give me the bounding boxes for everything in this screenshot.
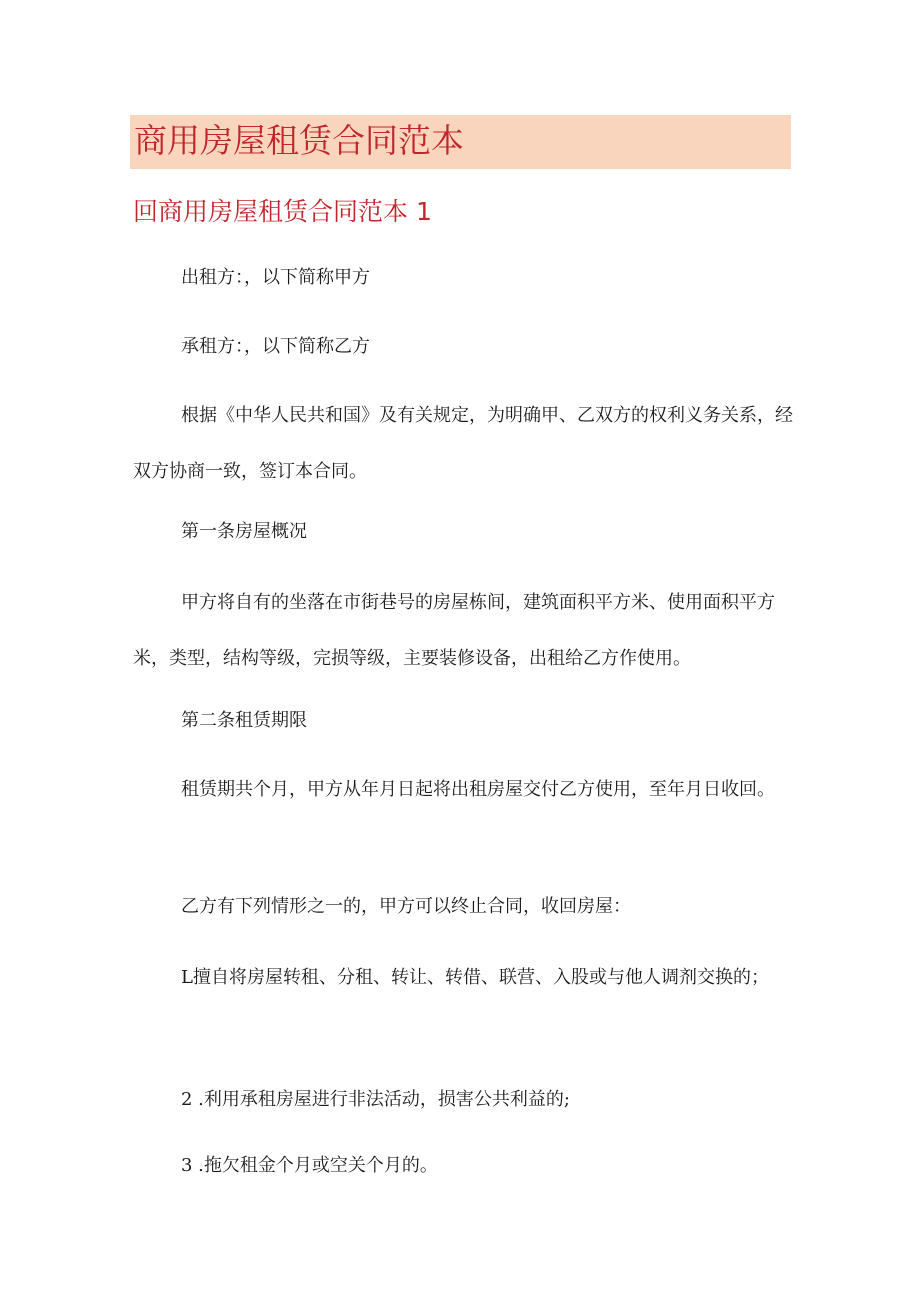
paragraph-lease-term: 租赁期共个月，甲方从年月日起将出租房屋交付乙方使用，至年月日收回。 — [181, 779, 775, 800]
list-item-3: 3 .拖欠租金个月或空关个月的。 — [181, 1155, 438, 1176]
list-item-2: 2 .利用承租房屋进行非法活动，损害公共利益的; — [181, 1089, 570, 1110]
document-subtitle: 回商用房屋租赁合同范本 1 — [133, 197, 432, 226]
paragraph-termination-conditions: 乙方有下列情形之一的，甲方可以终止合同，收回房屋： — [181, 896, 631, 917]
paragraph-property-overview: 甲方将自有的坐落在市街巷号的房屋栋间，建筑面积平方米、使用面积平方米，类型，结构等级，完损等级，主要装修设备，出租给乙方作使用。 — [133, 592, 775, 669]
paragraph-lessee: 承租方：，以下简称乙方 — [181, 336, 370, 357]
document-title: 商用房屋租赁合同范本 — [134, 121, 464, 160]
paragraph-article-1-heading: 第一条房屋概况 — [181, 521, 307, 542]
list-item-1: L擅自将房屋转租、分租、转让、转借、联营、入股或与他人调剂交换的； — [181, 967, 769, 988]
paragraph-lessor: 出租方：，以下简称甲方 — [181, 267, 370, 288]
paragraph-article-2-heading: 第二条租赁期限 — [181, 710, 307, 731]
paragraph-preamble: 根据《中华人民共和国》及有关规定，为明确甲、乙双方的权利义务关系，经双方协商一致，签订本合同。 — [133, 405, 793, 482]
title-banner — [130, 115, 791, 169]
